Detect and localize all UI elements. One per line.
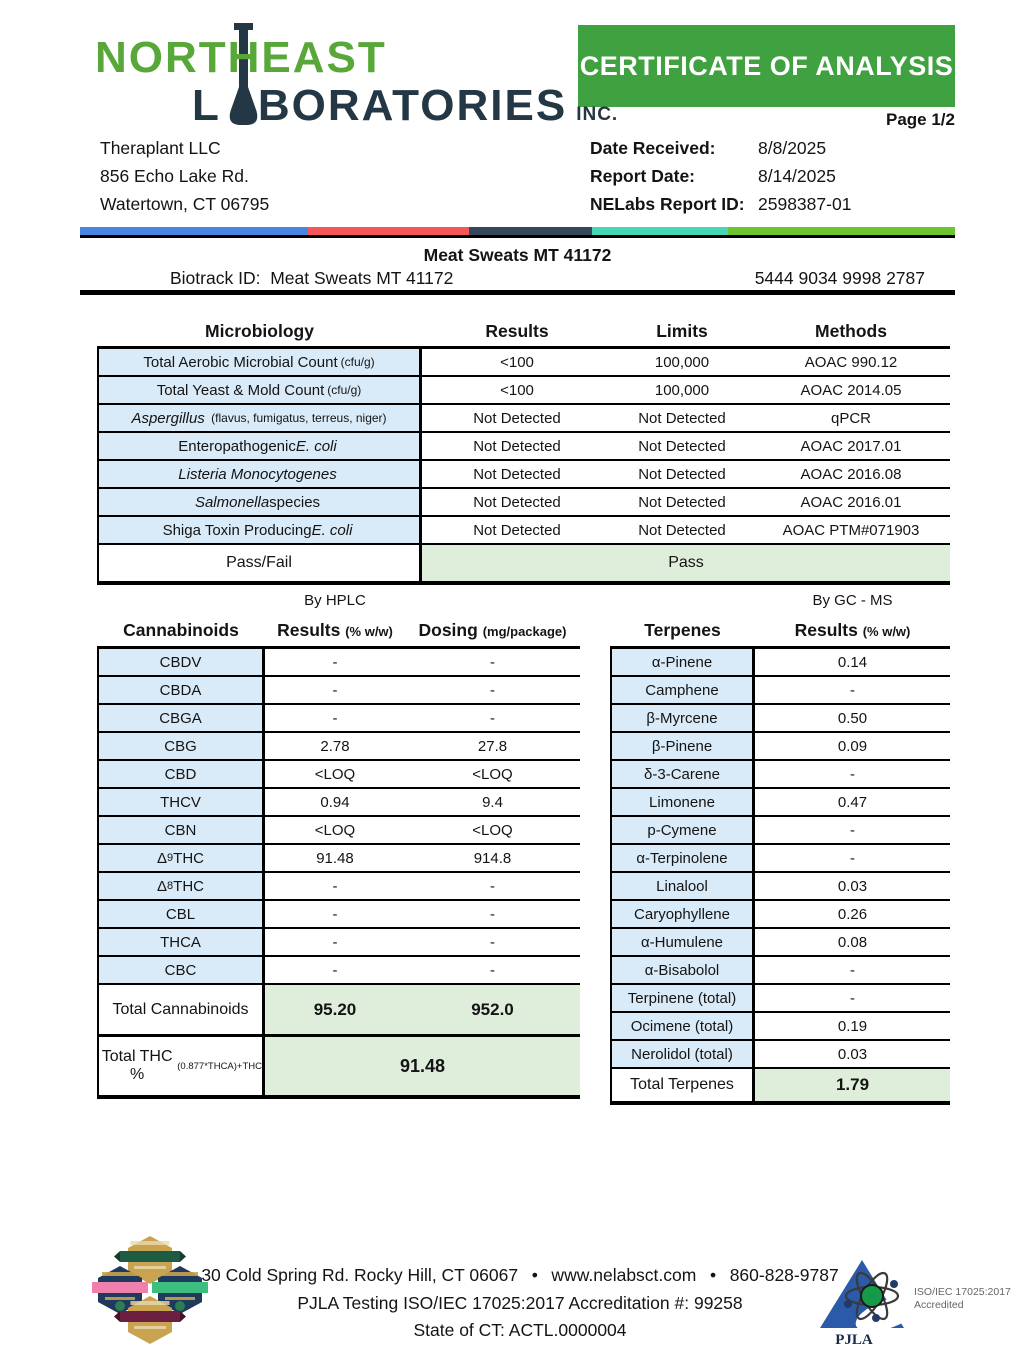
table-row: CBGA - - <box>97 705 580 733</box>
thin-divider <box>80 235 955 238</box>
total-cannabinoids-row <box>97 985 580 1037</box>
table-row: CBC - - <box>97 957 580 985</box>
total-thc-row <box>97 1037 580 1099</box>
table-row: Total Yeast & Mold Count (cfu/g) <100 100,000 AOAC 2014.05 <box>97 377 950 405</box>
table-row: CBG 2.78 27.8 <box>97 733 580 761</box>
table-row: Listeria Monocytogenes Not Detected Not Detected AOAC 2016.08 <box>97 461 950 489</box>
footer-address: 30 Cold Spring Rd. Rocky Hill, CT 06067 • www.nelabsct.com • 860-828-9787 <box>201 1265 839 1285</box>
table-row: α-Bisabolol - <box>610 957 950 985</box>
date-received-row: Date Received: 8/8/2025 <box>590 138 827 158</box>
table-row: Shiga Toxin Producing E. coli Not Detected Not Detected AOAC PTM#071903 <box>97 517 950 545</box>
northeast-labs-logo <box>95 33 619 146</box>
total-cannabinoids-dosing: 952.0 <box>405 985 580 1034</box>
table-row: α-Humulene 0.08 <box>610 929 950 957</box>
report-info-block <box>590 134 851 218</box>
certificate-banner <box>578 25 955 107</box>
footer-state-license: State of CT: ACTL.0000004 <box>413 1320 627 1340</box>
cannabinoids-method-label: By HPLC <box>304 592 366 609</box>
footer-text-block <box>160 1262 880 1345</box>
pass-fail-value: Pass <box>422 545 950 581</box>
table-row: Ocimene (total) 0.19 <box>610 1013 950 1041</box>
table-row: α-Terpinolene - <box>610 845 950 873</box>
total-thc-label: Total THC % (0.877*THCA)+THC <box>97 1037 265 1095</box>
color-separator-bar <box>80 227 955 235</box>
logo-laboratories-text: L BORATORIES INC. <box>192 81 619 130</box>
total-thc-value: 91.48 <box>265 1037 580 1095</box>
table-row: Aspergillus (flavus, fumigatus, terreus, niger) Not Detected Not Detected qPCR <box>97 405 950 433</box>
table-row: CBL - - <box>97 901 580 929</box>
table-row: THCA - - <box>97 929 580 957</box>
certificate-title: CERTIFICATE OF ANALYSIS <box>579 50 954 81</box>
total-terpenes-label: Total Terpenes <box>610 1069 755 1101</box>
microbiology-table <box>97 316 950 585</box>
terpenes-header-row: Terpenes Results (% w/w) <box>610 614 950 649</box>
table-row: CBN <LOQ <LOQ <box>97 817 580 845</box>
table-row: δ-3-Carene - <box>610 761 950 789</box>
sample-code: 5444 9034 9998 2787 <box>754 268 925 288</box>
table-row: β-Pinene 0.09 <box>610 733 950 761</box>
table-row: α-Pinene 0.14 <box>610 649 950 677</box>
cannabinoids-header-row: Cannabinoids Results (% w/w) Dosing (mg/package) <box>97 614 580 649</box>
terpenes-method-label: By GC - MS <box>812 592 893 609</box>
page-number: Page 1/2 <box>886 110 955 129</box>
table-row: β-Myrcene 0.50 <box>610 705 950 733</box>
total-cannabinoids-result: 95.20 <box>265 985 405 1034</box>
table-row: Terpinene (total) - <box>610 985 950 1013</box>
table-row: Linalool 0.03 <box>610 873 950 901</box>
pass-fail-row <box>97 545 950 585</box>
total-terpenes-value: 1.79 <box>755 1069 950 1101</box>
sample-title: Meat Sweats MT 41172 <box>423 245 612 265</box>
pjla-accreditation-text: ISO/IEC 17025:2017 Accredited <box>914 1286 1011 1311</box>
client-name: Theraplant LLC <box>100 138 221 158</box>
total-cannabinoids-label: Total Cannabinoids <box>97 985 265 1034</box>
pjla-wordmark: PJLA <box>835 1332 873 1348</box>
footer-accreditation: PJLA Testing ISO/IEC 17025:2017 Accreditation #: 99258 <box>297 1292 743 1313</box>
table-row: Nerolidol (total) 0.03 <box>610 1041 950 1069</box>
thick-divider <box>80 290 955 295</box>
pass-fail-label: Pass/Fail <box>97 545 422 581</box>
table-row: Total Aerobic Microbial Count (cfu/g) <100 100,000 AOAC 990.12 <box>97 349 950 377</box>
table-row: Limonene 0.47 <box>610 789 950 817</box>
logo-inc-text: INC. <box>576 104 619 125</box>
table-row: p-Cymene - <box>610 817 950 845</box>
client-address-block <box>100 134 269 218</box>
table-row: Δ 8 THC - - <box>97 873 580 901</box>
microbiology-header-row: Microbiology Results Limits Methods <box>97 316 950 349</box>
report-id-row: NELabs Report ID: 2598387-01 <box>590 194 852 214</box>
client-street: 856 Echo Lake Rd. <box>100 166 249 186</box>
biotrack-id: Biotrack ID: Meat Sweats MT 41172 <box>170 268 454 288</box>
table-row: Salmonella species Not Detected Not Detected AOAC 2016.01 <box>97 489 950 517</box>
table-row: CBDA - - <box>97 677 580 705</box>
client-city: Watertown, CT 06795 <box>100 194 270 214</box>
terpenes-table <box>610 614 950 1105</box>
table-row: Enteropathogenic E. coli Not Detected Not Detected AOAC 2017.01 <box>97 433 950 461</box>
cannabinoids-table <box>97 614 580 1099</box>
report-date-row: Report Date: 8/14/2025 <box>590 166 836 186</box>
table-row: CBDV - - <box>97 649 580 677</box>
pjla-logo-block <box>812 1250 1027 1348</box>
total-terpenes-row <box>610 1069 950 1105</box>
table-row: Caryophyllene 0.26 <box>610 901 950 929</box>
table-row: Δ 9 THC 91.48 914.8 <box>97 845 580 873</box>
table-row: Camphene - <box>610 677 950 705</box>
table-row: CBD <LOQ <LOQ <box>97 761 580 789</box>
pjla-logo-icon <box>812 1250 912 1348</box>
logo-northeast-text: NORTHEAST <box>95 33 387 82</box>
table-row: THCV 0.94 9.4 <box>97 789 580 817</box>
